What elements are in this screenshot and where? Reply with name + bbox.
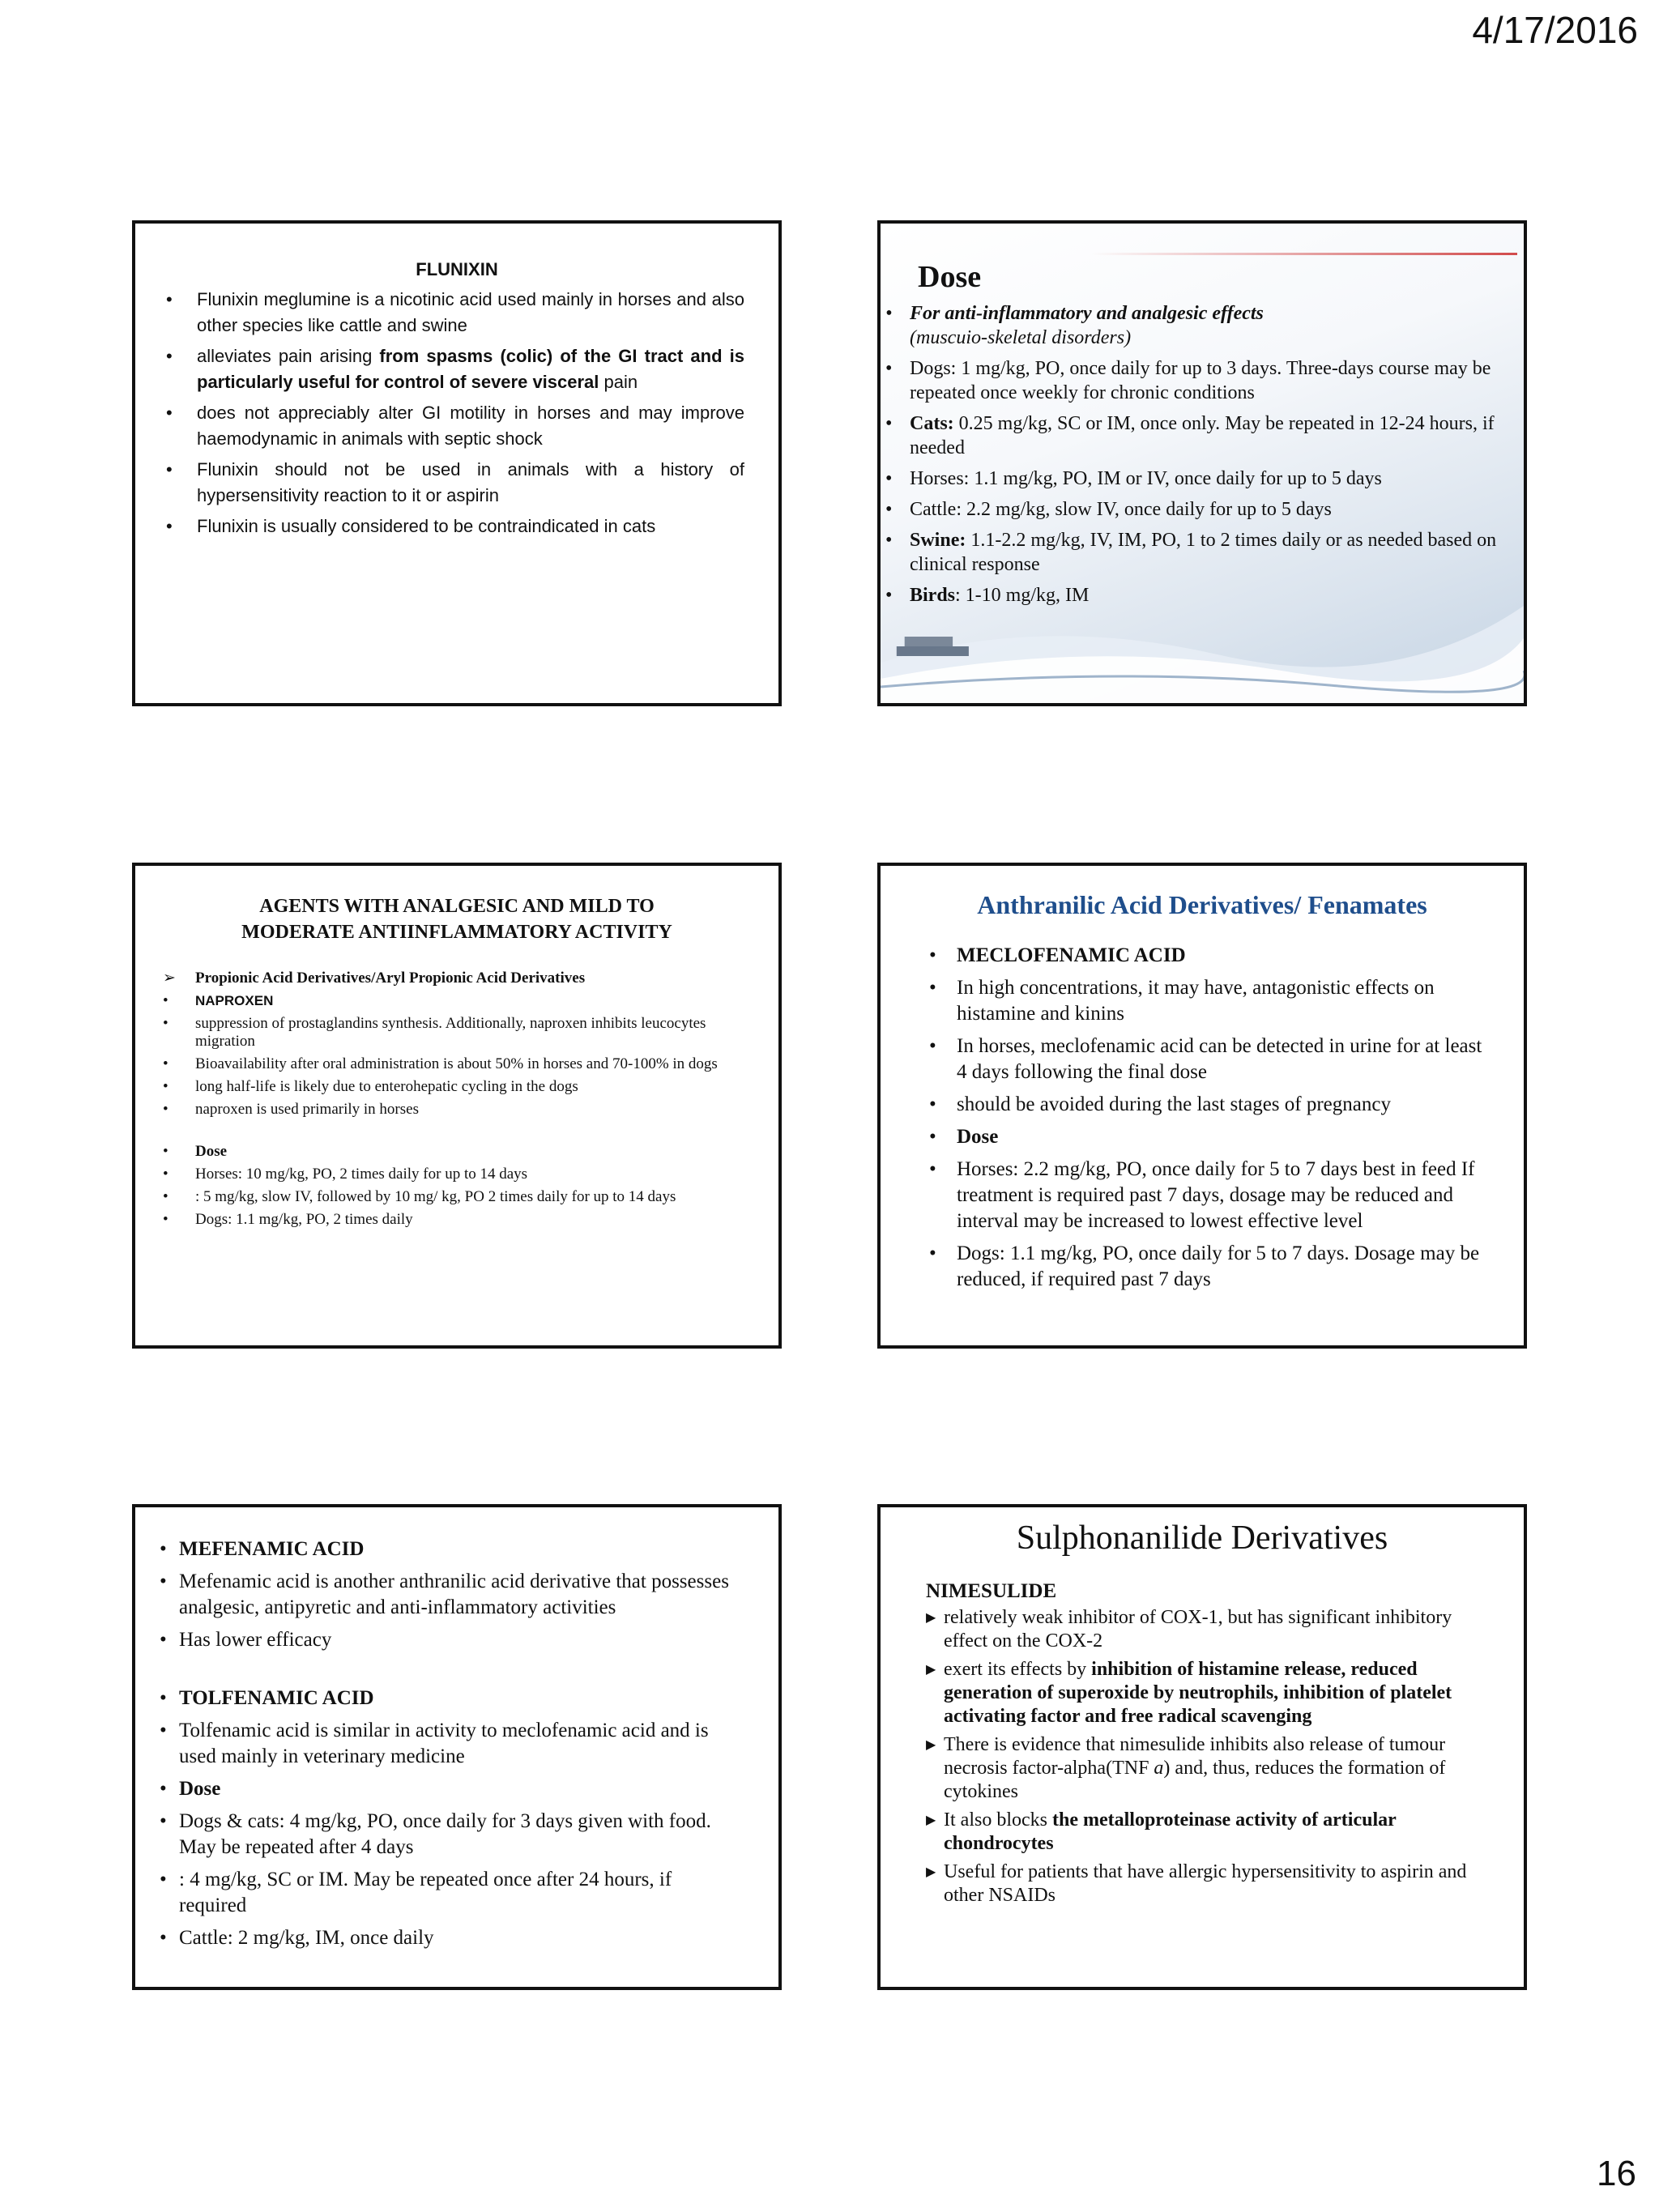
list-item: ▶ Useful for patients that have allergic hypersensitivity to aspirin and other NSAIDs bbox=[926, 1860, 1499, 1907]
list-item: • Dogs: 1.1 mg/kg, PO, 2 times daily bbox=[163, 1211, 730, 1229]
list-item: • Cats: 0.25 mg/kg, SC or IM, once only. May be repeated in 12-24 hours, if needed bbox=[881, 411, 1499, 460]
list-item: • Horses: 2.2 mg/kg, PO, once daily for 5 to 7 days best in feed If treatment is required past 7 days, dosage may be reduced and interval may be increased to lowest effective level bbox=[929, 1157, 1491, 1234]
list-item: • : 4 mg/kg, SC or IM. May be repeated once after 24 hours, if required bbox=[160, 1867, 730, 1919]
list-item: • should be avoided during the last stages of pregnancy bbox=[929, 1092, 1491, 1118]
list-item: • Dose bbox=[160, 1776, 730, 1802]
list-item: • TOLFENAMIC ACID bbox=[160, 1686, 730, 1711]
list-item: • Dogs & cats: 4 mg/kg, PO, once daily for 3 days given with food. May be repeated after 4 days bbox=[160, 1809, 730, 1860]
list-item: • Horses: 1.1 mg/kg, PO, IM or IV, once daily for up to 5 days bbox=[881, 467, 1499, 491]
bullet-list bbox=[160, 1536, 730, 1951]
list-item: • Tolfenamic acid is similar in activity to meclofenamic acid and is used mainly in veterinary medicine bbox=[160, 1718, 730, 1770]
list-item: ▶ exert its effects by inhibition of histamine release, reduced generation of superoxide by neutrophils, inhibition of platelet activating factor and free radical scavenging bbox=[926, 1658, 1499, 1728]
slide-title: Dose bbox=[918, 260, 982, 294]
list-item: • long half-life is likely due to enterohepatic cycling in the dogs bbox=[163, 1078, 730, 1096]
slide-meclofenamic-acid bbox=[877, 863, 1527, 1349]
slide-title: Sulphonanilide Derivatives bbox=[1016, 1519, 1388, 1557]
list-item: • Has lower efficacy bbox=[160, 1627, 730, 1653]
bullet-list bbox=[929, 943, 1491, 1293]
list-item: • MECLOFENAMIC ACID bbox=[929, 943, 1491, 969]
list-item: • Dogs: 1.1 mg/kg, PO, once daily for 5 to 7 days. Dosage may be reduced, if required past 7 days bbox=[929, 1241, 1491, 1293]
decorative-line bbox=[1091, 253, 1517, 255]
list-item: • : 5 mg/kg, slow IV, followed by 10 mg/ kg, PO 2 times daily for up to 14 days bbox=[163, 1188, 730, 1206]
list-item: • suppression of prostaglandins synthesis. Additionally, naproxen inhibits leucocytes migration bbox=[163, 1015, 730, 1051]
list-item: • Cattle: 2.2 mg/kg, slow IV, once daily for up to 5 days bbox=[881, 497, 1499, 522]
drug-heading: NIMESULIDE bbox=[926, 1580, 1057, 1602]
list-item: • NAPROXEN bbox=[163, 992, 730, 1010]
bullet-list bbox=[163, 970, 730, 1229]
list-item: • alleviates pain arising from spasms (colic) of the GI tract and is particularly useful for control of severe visceral pain bbox=[166, 343, 744, 395]
list-item: ➢ Propionic Acid Derivatives/Aryl Propionic Acid Derivatives bbox=[163, 970, 730, 987]
list-item: ▶ There is evidence that nimesulide inhibits also release of tumour necrosis factor-alpha(TNF a) and, thus, reduces the formation of cytokines bbox=[926, 1733, 1499, 1804]
list-item: • Swine: 1.1-2.2 mg/kg, IV, IM, PO, 1 to 2 times daily or as needed based on clinical response bbox=[881, 528, 1499, 577]
slide-flunixin bbox=[132, 220, 782, 706]
list-item: ▶ It also blocks the metalloproteinase activity of articular chondrocytes bbox=[926, 1809, 1499, 1856]
list-item: • Birds: 1-10 mg/kg, IM bbox=[881, 583, 1499, 607]
list-item: • Dose bbox=[163, 1143, 730, 1161]
bullet-list bbox=[926, 1606, 1499, 1907]
slide-title: FLUNIXIN bbox=[416, 259, 498, 279]
list-item: • In high concentrations, it may have, antagonistic effects on histamine and kinins bbox=[929, 975, 1491, 1027]
bullet-list bbox=[166, 287, 744, 539]
list-item: • Cattle: 2 mg/kg, IM, once daily bbox=[160, 1925, 730, 1951]
list-item: • Bioavailability after oral administration is about 50% in horses and 70-100% in dogs bbox=[163, 1055, 730, 1073]
list-item: • Mefenamic acid is another anthranilic acid derivative that possesses analgesic, antipyretic and anti-inflammatory activities bbox=[160, 1569, 730, 1621]
list-item: • Dogs: 1 mg/kg, PO, once daily for up to 3 days. Three-days course may be repeated once weekly for chronic conditions bbox=[881, 356, 1499, 405]
list-item: • Flunixin is usually considered to be contraindicated in cats bbox=[166, 514, 744, 539]
slide-title: Anthranilic Acid Derivatives/ Fenamates bbox=[977, 890, 1427, 919]
list-item: • MEFENAMIC ACID bbox=[160, 1536, 730, 1562]
list-item: • Horses: 10 mg/kg, PO, 2 times daily for up to 14 days bbox=[163, 1166, 730, 1183]
slide-title: AGENTS WITH ANALGESIC AND MILD TO MODERATE ANTIINFLAMMATORY ACTIVITY bbox=[241, 896, 672, 943]
list-item: • Flunixin meglumine is a nicotinic acid used mainly in horses and also other species like cattle and swine bbox=[166, 287, 744, 339]
list-item: • In horses, meclofenamic acid can be detected in urine for at least 4 days following the final dose bbox=[929, 1034, 1491, 1085]
header-date: 4/17/2016 bbox=[1472, 9, 1638, 51]
list-item: • naproxen is used primarily in horses bbox=[163, 1101, 730, 1119]
slide-naproxen bbox=[132, 863, 782, 1349]
list-item: ▶ relatively weak inhibitor of COX-1, but has significant inhibitory effect on the COX-2 bbox=[926, 1606, 1499, 1653]
slide-mefenamic-tolfenamic bbox=[132, 1504, 782, 1990]
slide-sulphonanilide bbox=[877, 1504, 1527, 1990]
slide-flunixin-dose bbox=[877, 220, 1527, 706]
list-item: • For anti-inflammatory and analgesic effects (muscuio-skeletal disorders) bbox=[881, 301, 1499, 350]
page-number: 16 bbox=[1597, 2154, 1636, 2193]
list-item: • does not appreciably alter GI motility in horses and may improve haemodynamic in animals with septic shock bbox=[166, 400, 744, 452]
list-item: • Dose bbox=[929, 1124, 1491, 1150]
list-item: • Flunixin should not be used in animals with a history of hypersensitivity reaction to it or aspirin bbox=[166, 457, 744, 509]
bullet-list bbox=[881, 301, 1499, 607]
